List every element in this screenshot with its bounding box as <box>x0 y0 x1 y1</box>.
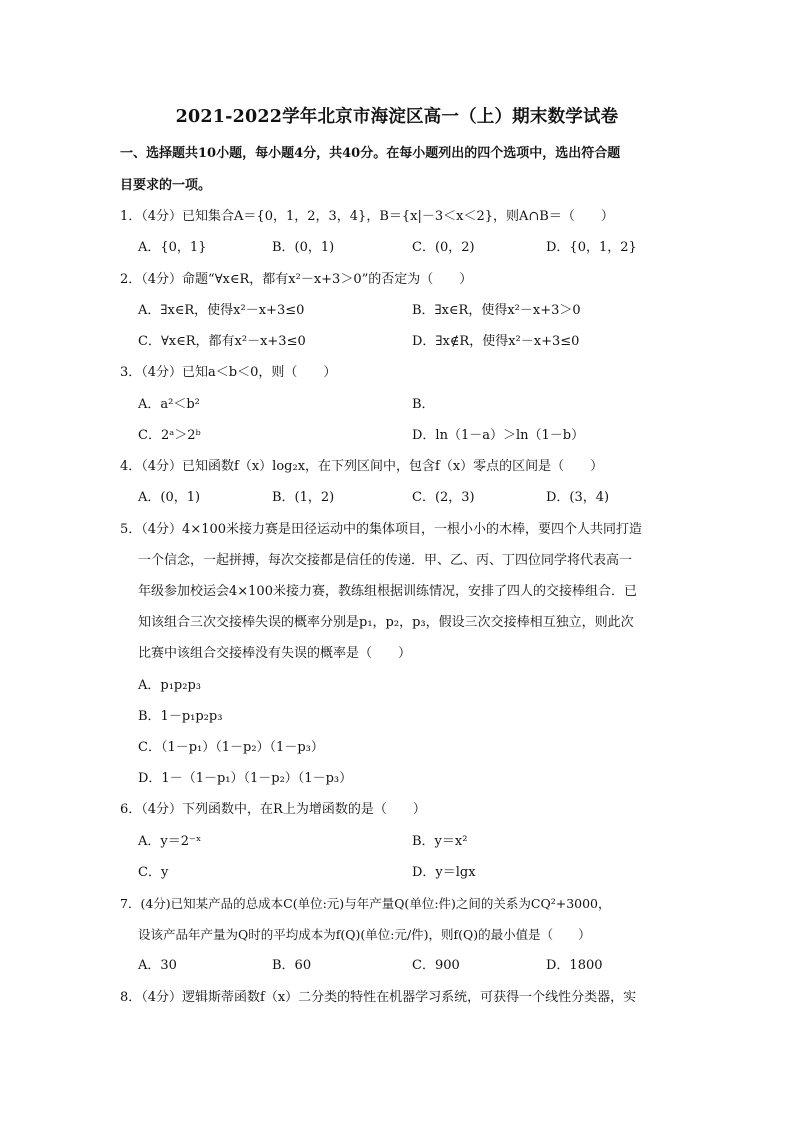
question-4-stem: 4．（4分）已知函数f（x）log₂x，在下列区间中，包含f（x）零点的区间是（ ） <box>120 459 604 474</box>
question-2-stem: 2．（4分）命题“∀x∈R，都有x²－x+3＞0”的否定为（ ） <box>120 272 473 287</box>
question-5-stem-line-2: 一个信念，一起拼搏，每次交接都是信任的传递．甲、乙、丙、丁四位同学将代表高一 <box>138 553 633 568</box>
question-3-option-a: A．a²＜b² <box>138 397 200 412</box>
question-5-option-c: C．（1－p₁）（1－p₂）（1－p₃） <box>138 740 324 755</box>
question-7-stem-line-2: 设该产品年产量为Q时的平均成本为f(Q)(单位:元/件)，则f(Q)的最小值是（ ） <box>138 927 591 942</box>
question-3-option-b: B． <box>412 397 435 412</box>
section-heading-line-1: 一、选择题共10小题，每小题4分，共40分。在每小题列出的四个选项中，选出符合题 <box>120 146 621 161</box>
question-5-option-b: B．1－p₁p₂p₃ <box>138 709 223 724</box>
question-3-option-c: C．2ᵃ＞2ᵇ <box>138 428 201 443</box>
question-5-option-d: D．1－（1－p₁）（1－p₂）（1－p₃） <box>138 771 353 786</box>
question-3-option-d: D．ln（1－a）＞ln（1－b） <box>412 428 585 443</box>
question-6-option-d: D．y＝lgx <box>412 865 476 880</box>
question-1-option-a: A．{0，1} <box>138 240 207 255</box>
question-7-option-c: C．900 <box>412 958 460 973</box>
question-4-option-b: B．(1，2) <box>272 490 335 505</box>
question-1-option-d: D．{0，1，2} <box>546 240 637 255</box>
question-3-stem: 3．（4分）已知a＜b＜0，则（ ） <box>120 365 337 380</box>
question-6-stem: 6．（4分）下列函数中，在R上为增函数的是（ ） <box>120 802 426 817</box>
question-5-stem-line-1: 5．（4分）4×100米接力赛是田径运动中的集体项目，一根小小的木棒，要四个人共同打造 <box>120 522 643 537</box>
question-6-option-a: A．y＝2⁻ˣ <box>138 834 202 849</box>
question-1-option-c: C．(0，2) <box>412 240 475 255</box>
question-5-stem-line-3: 年级参加校运会4×100米接力赛，教练组根据训练情况，安排了四人的交接棒组合．已 <box>138 584 637 599</box>
question-4-option-c: C．(2，3) <box>412 490 475 505</box>
question-6-option-c: C．y <box>138 865 169 880</box>
question-5-option-a: A．p₁p₂p₃ <box>138 678 201 693</box>
question-2-option-b: B．∃x∈R，使得x²－x+3＞0 <box>412 303 581 318</box>
question-6-option-b: B．y＝x² <box>412 834 468 849</box>
question-7-option-d: D．1800 <box>546 958 603 973</box>
question-7-stem-line-1: 7．(4分)已知某产品的总成本C(单位:元)与年产量Q(单位:件)之间的关系为CQ²+3000， <box>120 896 611 911</box>
question-4-option-a: A．(0，1) <box>138 490 201 505</box>
exam-title: 2021-2022学年北京市海淀区高一（上）期末数学试卷 <box>175 107 619 127</box>
question-2-option-a: A．∃x∈R，使得x²－x+3≤0 <box>138 303 305 318</box>
question-1-stem: 1．（4分）已知集合A＝{0，1，2，3，4}，B＝{x|－3＜x＜2}，则A∩B＝（ ） <box>120 209 614 224</box>
question-7-option-a: A．30 <box>138 958 177 973</box>
question-5-stem-line-5: 比赛中该组合交接棒没有失误的概率是（ ） <box>138 646 412 661</box>
question-2-option-c: C．∀x∈R，都有x²－x+3≤0 <box>138 334 306 349</box>
section-heading-line-2: 目要求的一项。 <box>120 178 212 193</box>
question-8-stem: 8．（4分）逻辑斯蒂函数f（x）二分类的特性在机器学习系统，可获得一个线性分类器，实 <box>120 990 637 1005</box>
question-4-option-d: D．(3，4) <box>546 490 610 505</box>
question-5-stem-line-4: 知该组合三次交接棒失误的概率分别是p₁，p₂，p₃，假设三次交接棒相互独立，则此次 <box>138 615 634 630</box>
question-2-option-d: D．∃x∉R，使得x²－x+3≤0 <box>412 334 580 349</box>
question-1-option-b: B．(0，1) <box>272 240 335 255</box>
question-7-option-b: B．60 <box>272 958 312 973</box>
